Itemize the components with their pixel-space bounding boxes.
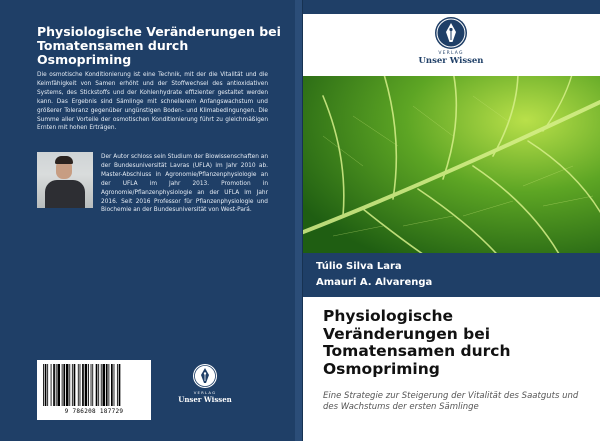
back-cover-description: Die osmotische Konditionierung ist eine Technik, mit der die Vitalität und die Keimfähigkeit von Samen erhöht und der Stoffwechsel des antioxidativen Systems, des Stickstoffs und der Kohlenhydrate effizienter gestaltet werden kann. Das Ergebnis sind Sämlinge mit schnellerem Anfangswachstum und größerer Toleranz gegenüber ungünstigen Boden- und Klimabedingungen. Die Summe aller Vorteile der osmotischen Konditionierung führt zu gleichmäßigen Ernten mit hohen Erträgen.: [37, 72, 268, 132]
back-logo-verlag: VERLAG: [193, 390, 217, 395]
back-cover-title: Physiologische Veränderungen bei Tomatensamen durch Osmopriming: [37, 24, 281, 67]
barcode-icon: [41, 364, 147, 408]
front-top-band: [303, 0, 600, 14]
front-cover-title: Physiologische Veränderungen bei Tomatensamen durch Osmopriming: [323, 307, 511, 378]
front-logo-verlag: VERLAG: [438, 51, 464, 56]
front-logo-name: Unser Wissen: [418, 56, 484, 66]
author-name-1: Túlio Silva Lara: [316, 261, 402, 272]
author-photo: [37, 152, 93, 208]
author-bio: Der Autor schloss sein Studium der Biowissenschaften an der Bundesuniversität Lavras (UFLA) im Jahr 2010 ab. Master-Abschluss in Agronomie/Pflanzenphysiologie an der UFLA im Jahr 2013. Promotion in Agronomie/Pflanzenphysiologie an der UFLA im Jahr 2016. Seit 2016 Professor für Pflanzenphysiologie und Biochemie an der Bundesuniversität von West-Pará.: [101, 154, 268, 214]
front-cover: [303, 0, 600, 441]
author-band: [303, 253, 600, 297]
back-logo-name: Unser Wissen: [178, 395, 232, 404]
fountain-pen-nib-icon: [435, 17, 467, 49]
isbn-number: 9 786208 187729: [64, 408, 124, 415]
back-cover: [0, 0, 295, 441]
cover-leaf-image: [303, 76, 600, 253]
book-spine: [295, 0, 303, 441]
front-cover-subtitle: Eine Strategie zur Steigerung der Vitalität des Saatguts und des Wachstums der ersten Sämlinge: [323, 391, 579, 412]
author-name-2: Amauri A. Alvarenga: [316, 277, 433, 288]
front-publisher-logo: [412, 17, 490, 66]
fountain-pen-nib-icon: [193, 364, 217, 388]
back-publisher-logo: [176, 364, 234, 404]
isbn-barcode: [37, 360, 151, 420]
